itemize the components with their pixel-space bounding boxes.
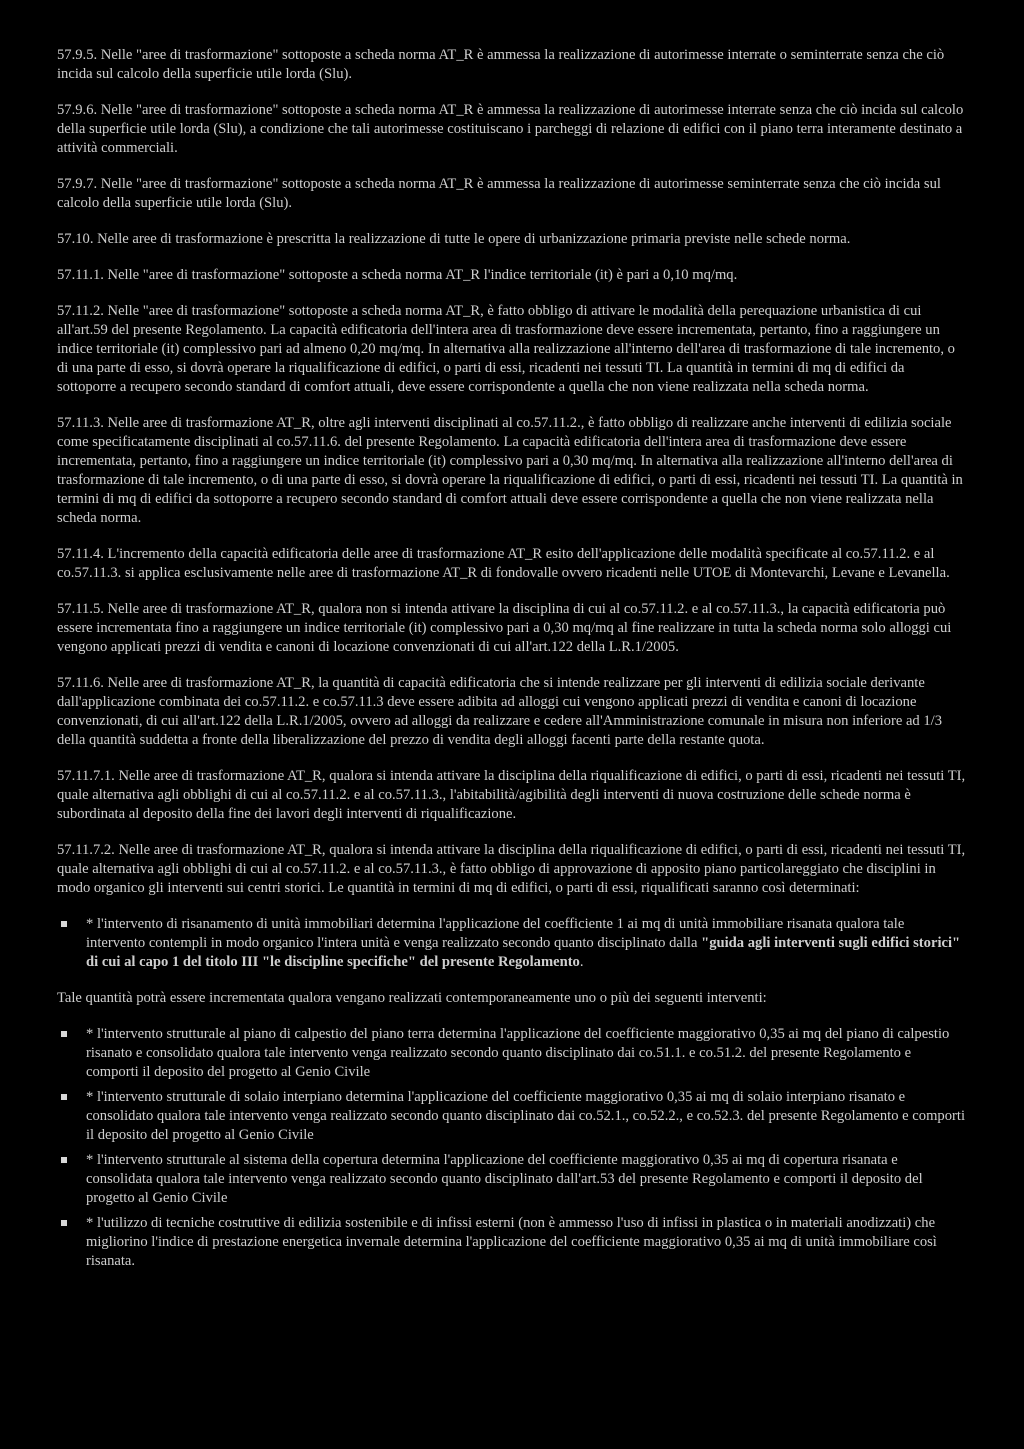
paragraph-increment: Tale quantità potrà essere incrementata qualora vengano realizzati contemporaneamente uno o più dei seguenti interventi: <box>57 990 767 1006</box>
list-item <box>57 1088 967 1145</box>
list-item-text-tail: . <box>579 954 584 970</box>
paragraph-57-10: 57.10. Nelle aree di trasformazione è prescritta la realizzazione di tutte le opere di urbanizzazione primaria previste nelle schede norma. <box>57 231 851 247</box>
paragraph-57-11-4: 57.11.4. L'incremento della capacità edificatoria delle aree di trasformazione AT_R esito dell'applicazione delle modalità specificate al co.57.11.2. e al co.57.11.3. si applica esclusivamente nelle aree di trasformazione AT_R di fondovalle ovvero ricadenti nelle UTOE di Montevarchi, Levane e Levanella. <box>57 546 950 581</box>
paragraph-57-11-7-1: 57.11.7.1. Nelle aree di trasformazione AT_R, qualora si intenda attivare la disciplina della riqualificazione di edifici, o parti di essi, ricadenti nei tessuti TI, quale alternativa agli obblighi di cui al co.57.11.2. e al co.57.11.3., l'abitabilità/agibilità degli interventi di nuova costruzione delle schede norma è subordinata al deposito della fine dei lavori degli interventi di riqualificazione. <box>57 768 966 822</box>
list-item-bold-text: "guida agli interventi sugli edifici storici" di cui al capo 1 del titolo III "le discipline specifiche" del presente Regolamento <box>86 935 961 970</box>
paragraph-57-9-7: 57.9.7. Nelle "aree di trasformazione" sottoposte a scheda norma AT_R è ammessa la realizzazione di autorimesse seminterrate senza che ciò incida sul calcolo della superficie utile lorda (Slu). <box>57 176 941 211</box>
list-item-text: * l'intervento strutturale di solaio interpiano determina l'applicazione del coefficiente maggiorativo 0,35 ai mq di solaio interpiano risanato e consolidato qualora tale intervento venga realizzato secondo quanto disciplinato dai co.52.1., co.52.2., e co.52.3. del presente Regolamento e comporti il deposito del progetto al Genio Civile <box>86 1089 965 1143</box>
paragraph-57-11-2: 57.11.2. Nelle "aree di trasformazione" sottoposte a scheda norma AT_R, è fatto obbligo di attivare le modalità della perequazione urbanistica di cui all'art.59 del presente Regolamento. La capacità edificatoria dell'intera area di trasformazione deve essere incrementata, pertanto, fino a raggiungere un indice territoriale (it) complessivo pari ad almeno 0,20 mq/mq. In alternativa alla realizzazione all'interno dell'area di trasformazione di tale incremento, o di una parte di esso, si dovrà operare la riqualificazione di edifici, o parti di essi, ricadenti nei tessuti TI. La quantità in termini di mq di edifici da sottoporre a recupero secondo standard di comfort attuali, deve essere corrispondente a quella che non viene realizzata nella scheda norma. <box>57 303 955 395</box>
list-item <box>57 1025 967 1082</box>
paragraph-57-11-5: 57.11.5. Nelle aree di trasformazione AT_R, qualora non si intenda attivare la disciplina di cui al co.57.11.2. e al co.57.11.3., la capacità edificatoria può essere incrementata fino a raggiungere un indice territoriale (it) complessivo pari a 0,30 mq/mq al fine realizzare in tutta la scheda norma solo alloggi cui vengono applicati prezzi di vendita e canoni di locazione convenzionati di cui all'art.122 della L.R.1/2005. <box>57 601 952 655</box>
list-item-text: * l'intervento di risanamento di unità immobiliari determina l'applicazione del coefficiente 1 ai mq di unità immobiliare risanata qualora tale intervento contempli in modo organico l'intera unità e venga realizzato secondo quanto disciplinato dalla <box>86 916 905 951</box>
list-item <box>57 1151 967 1208</box>
document-page <box>57 46 967 1288</box>
paragraph-57-11-7-2: 57.11.7.2. Nelle aree di trasformazione AT_R, qualora si intenda attivare la disciplina della riqualificazione di edifici, o parti di essi, ricadenti nei tessuti TI, quale alternativa agli obblighi di cui al co.57.11.2. e al co.57.11.3., è fatto obbligo di approvazione di apposito piano particolareggiato che disciplini in modo organico gli interventi sui centri storici. Le quantità in termini di mq di edifici, o parti di essi, riqualificati saranno così determinati: <box>57 842 966 896</box>
list-item <box>57 915 967 972</box>
square-bullet-icon <box>61 1031 67 1037</box>
square-bullet-icon <box>61 921 67 927</box>
bullet-list-risanamento <box>57 915 967 972</box>
list-item-text: * l'intervento strutturale al sistema della copertura determina l'applicazione del coefficiente maggiorativo 0,35 ai mq di copertura risanata e consolidata qualora tale intervento venga realizzato secondo quanto disciplinato dall'art.53 del presente Regolamento e comporti il deposito del progetto al Genio Civile <box>86 1152 923 1206</box>
paragraph-57-11-3: 57.11.3. Nelle aree di trasformazione AT_R, oltre agli interventi disciplinati al co.57.11.2., è fatto obbligo di realizzare anche interventi di edilizia sociale come specificatamente disciplinati al co.57.11.6. del presente Regolamento. La capacità edificatoria dell'intera area di trasformazione deve essere incrementata, pertanto, fino a raggiungere un indice territoriale (it) complessivo pari a 0,30 mq/mq. In alternativa alla realizzazione all'interno dell'area di trasformazione di tale incremento, o di una parte di esso, si dovrà operare la riqualificazione di edifici, o parti di essi, ricadenti nei tessuti TI. La quantità in termini di mq di edifici da sottoporre a recupero secondo standard di comfort attuali deve essere corrispondente a quella che non viene realizzata nella scheda norma. <box>57 415 963 526</box>
list-item <box>57 1214 967 1271</box>
paragraph-57-11-6: 57.11.6. Nelle aree di trasformazione AT_R, la quantità di capacità edificatoria che si intende realizzare per gli interventi di edilizia sociale derivante dall'applicazione combinata dei co.57.11.2. e co.57.11.3 deve essere adibita ad alloggi cui vengono applicati prezzi di vendita e canoni di locazione convenzionati, di cui all'art.122 della L.R.1/2005, ovvero ad alloggi da realizzare e cedere all'Amministrazione comunale in misura non inferiore ad 1/3 della quantità suddetta a fronte della liberalizzazione del prezzo di vendita degli alloggi facenti parte della restante quota. <box>57 675 943 748</box>
bullet-list-coefficients <box>57 1025 967 1271</box>
paragraph-57-9-5: 57.9.5. Nelle "aree di trasformazione" sottoposte a scheda norma AT_R è ammessa la realizzazione di autorimesse interrate o seminterrate senza che ciò incida sul calcolo della superficie utile lorda (Slu). <box>57 47 945 82</box>
square-bullet-icon <box>61 1094 67 1100</box>
paragraph-57-11-1: 57.11.1. Nelle "aree di trasformazione" sottoposte a scheda norma AT_R l'indice territoriale (it) è pari a 0,10 mq/mq. <box>57 267 738 283</box>
list-item-text: * l'intervento strutturale al piano di calpestio del piano terra determina l'applicazione del coefficiente maggiorativo 0,35 ai mq del piano di calpestio risanato e consolidato qualora tale intervento venga realizzato secondo quanto disciplinato dai co.51.1. e co.51.2. del presente Regolamento e comporti il deposito del progetto al Genio Civile <box>86 1026 950 1080</box>
square-bullet-icon <box>61 1157 67 1163</box>
square-bullet-icon <box>61 1220 67 1226</box>
paragraph-57-9-6: 57.9.6. Nelle "aree di trasformazione" sottoposte a scheda norma AT_R è ammessa la realizzazione di autorimesse interrate senza che ciò incida sul calcolo della superficie utile lorda (Slu), a condizione che tali autorimesse costituiscano i parcheggi di relazione di edifici con il piano terra interamente destinato a attività commerciali. <box>57 102 964 156</box>
list-item-text: * l'utilizzo di tecniche costruttive di edilizia sostenibile e di infissi esterni (non è ammesso l'uso di infissi in plastica o in materiali anodizzati) che migliorino l'indice di prestazione energetica invernale determina l'applicazione del coefficiente maggiorativo 0,35 ai mq di unità immobiliare così risanata. <box>86 1215 937 1269</box>
